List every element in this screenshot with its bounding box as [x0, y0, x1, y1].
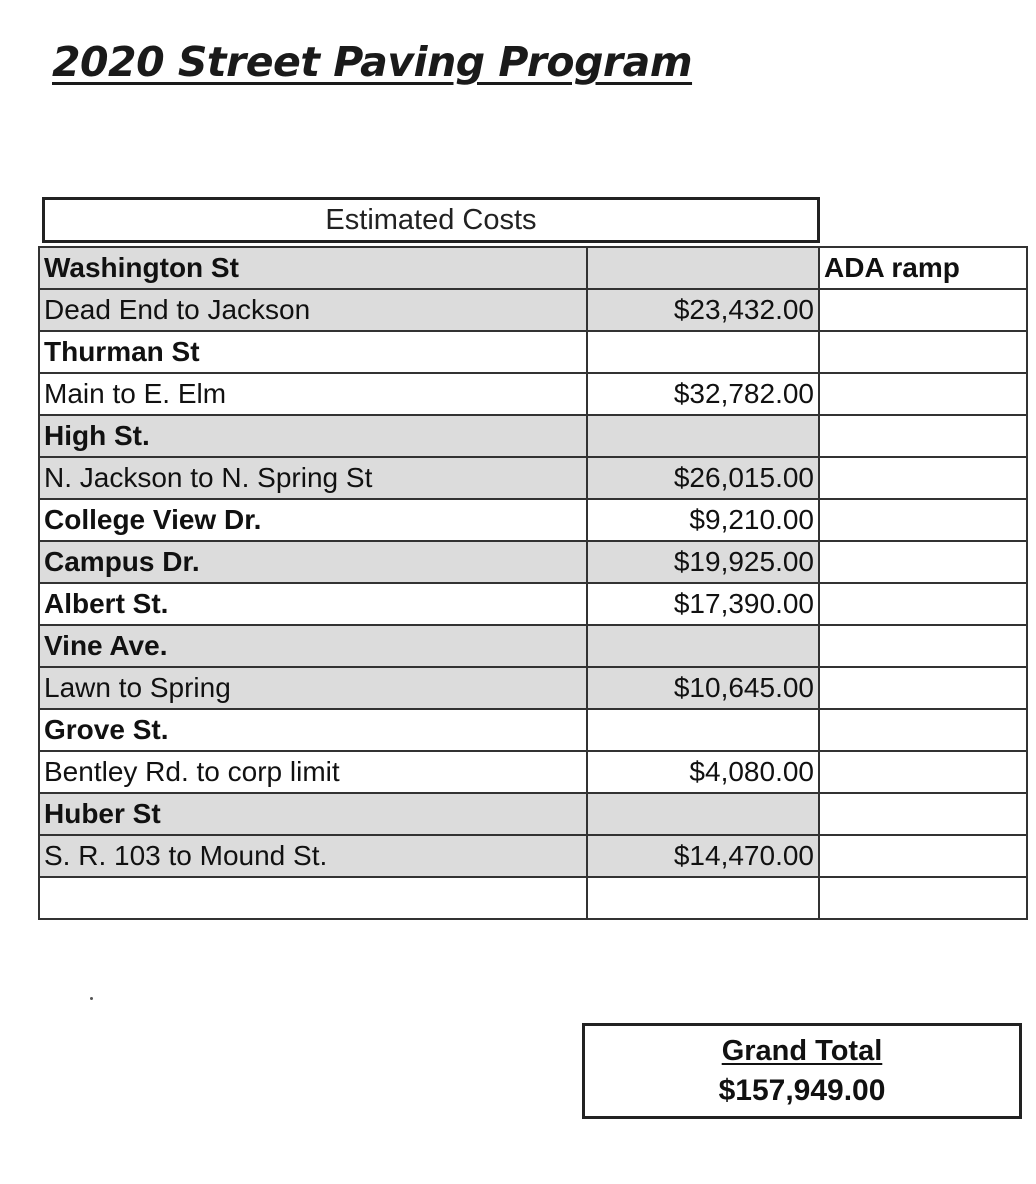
street-cell: Campus Dr.	[39, 541, 587, 583]
street-cell: Bentley Rd. to corp limit	[39, 751, 587, 793]
ada-ramp-cell	[819, 457, 1027, 499]
cost-table	[38, 246, 1028, 920]
ada-ramp-cell	[819, 835, 1027, 877]
ada-ramp-cell	[819, 331, 1027, 373]
grand-total-box	[582, 1023, 1022, 1119]
street-cell: N. Jackson to N. Spring St	[39, 457, 587, 499]
street-cell: Albert St.	[39, 583, 587, 625]
cost-cell: $32,782.00	[587, 373, 819, 415]
cost-cell	[587, 415, 819, 457]
street-cell: Vine Ave.	[39, 625, 587, 667]
cost-cell	[587, 331, 819, 373]
ada-ramp-cell	[819, 877, 1027, 919]
ada-ramp-cell	[819, 415, 1027, 457]
street-cell: Grove St.	[39, 709, 587, 751]
cost-cell: $23,432.00	[587, 289, 819, 331]
street-cell	[39, 877, 587, 919]
cost-cell	[587, 709, 819, 751]
street-cell: Thurman St	[39, 331, 587, 373]
table-row	[39, 331, 1027, 373]
estimated-costs-header: Estimated Costs	[42, 197, 820, 243]
grand-total-label: Grand Total	[721, 1034, 883, 1067]
ada-ramp-cell	[819, 793, 1027, 835]
table-row	[39, 835, 1027, 877]
table-row	[39, 877, 1027, 919]
ada-ramp-cell	[819, 499, 1027, 541]
street-cell: Main to E. Elm	[39, 373, 587, 415]
ada-ramp-cell	[819, 541, 1027, 583]
cost-cell: $10,645.00	[587, 667, 819, 709]
table-row	[39, 499, 1027, 541]
cost-cell	[587, 793, 819, 835]
street-cell: Dead End to Jackson	[39, 289, 587, 331]
cost-cell: $19,925.00	[587, 541, 819, 583]
ada-ramp-cell	[819, 709, 1027, 751]
ada-ramp-header: ADA ramp	[819, 247, 1027, 289]
table-row	[39, 667, 1027, 709]
street-cell: S. R. 103 to Mound St.	[39, 835, 587, 877]
table-row	[39, 583, 1027, 625]
table-row	[39, 289, 1027, 331]
table-row	[39, 457, 1027, 499]
cost-cell: $17,390.00	[587, 583, 819, 625]
table-row	[39, 373, 1027, 415]
stray-dot	[90, 997, 93, 1000]
cost-cell: $4,080.00	[587, 751, 819, 793]
ada-ramp-cell	[819, 583, 1027, 625]
cost-cell	[587, 625, 819, 667]
street-cell: Washington St	[39, 247, 587, 289]
street-cell: Huber St	[39, 793, 587, 835]
cost-cell: $26,015.00	[587, 457, 819, 499]
ada-ramp-cell	[819, 667, 1027, 709]
table-row	[39, 415, 1027, 457]
street-cell: Lawn to Spring	[39, 667, 587, 709]
ada-ramp-cell	[819, 373, 1027, 415]
cost-cell: $14,470.00	[587, 835, 819, 877]
street-cell: High St.	[39, 415, 587, 457]
ada-ramp-cell	[819, 625, 1027, 667]
ada-ramp-cell	[819, 751, 1027, 793]
street-cell: College View Dr.	[39, 499, 587, 541]
table-row	[39, 793, 1027, 835]
grand-total-value: $157,949.00	[718, 1073, 886, 1107]
ada-ramp-cell	[819, 289, 1027, 331]
cost-cell: $9,210.00	[587, 499, 819, 541]
table-row	[39, 751, 1027, 793]
table-row	[39, 625, 1027, 667]
cost-cell	[587, 247, 819, 289]
cost-cell	[587, 877, 819, 919]
table-row	[39, 709, 1027, 751]
table-row	[39, 247, 1027, 289]
table-row	[39, 541, 1027, 583]
page-title: 2020 Street Paving Program	[52, 38, 693, 86]
